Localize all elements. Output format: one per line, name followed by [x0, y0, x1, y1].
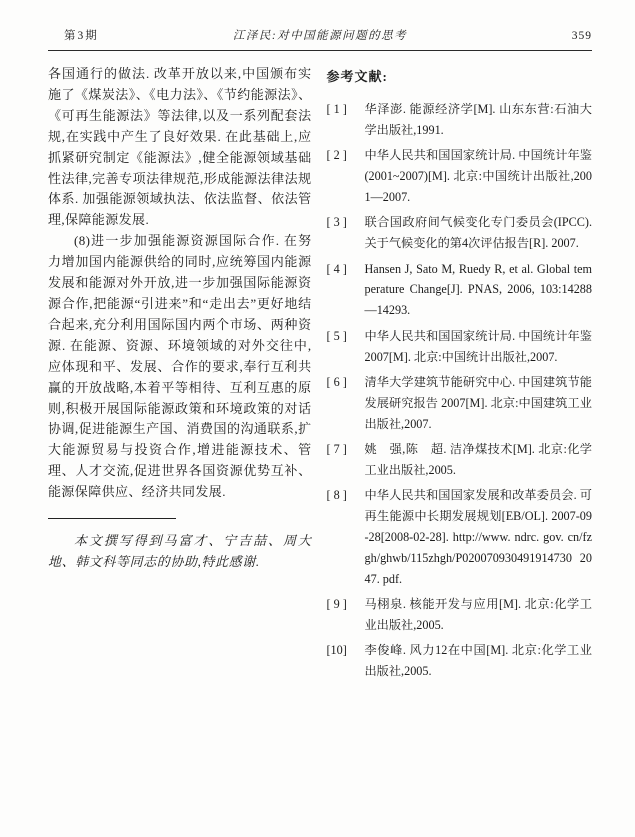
acknowledgment-note: 本文撰写得到马富才、宁吉喆、周大地、韩文科等同志的协助,特此感谢.	[48, 533, 312, 570]
issue-number: 第3期	[64, 30, 99, 42]
reference-text: 姚 强,陈 超. 洁净煤技术[M]. 北京:化学工业出版社,2005.	[364, 441, 592, 477]
acknowledgment-rule	[48, 518, 176, 519]
reference-label: [ 1 ]	[326, 102, 347, 116]
reference-label: [ 3 ]	[326, 215, 347, 230]
reference-item	[327, 372, 593, 435]
reference-label: [ 9 ]	[326, 597, 347, 612]
reference-text: 联合国政府间气候变化专门委员会(IPCC). 关于气候变化的第4次评估报告[R]. 2007.	[364, 215, 592, 251]
reference-item	[327, 259, 593, 322]
body-paragraph: 各国通行的做法. 改革开放以来,中国颁布实施了《煤炭法》、《电力法》、《节约能源法》、《可再生能源法》等法律,以及一系列配套法规,在实践中产生了良好效果. 在此基础上,应抓紧研究制定《能源法》,健全能源领域基础性法律,完善专项法律规范,形成能源法律法规体系. 加强能源领域执法、依法监督、依法管理,保障能源发展.	[48, 66, 312, 228]
right-column	[327, 64, 593, 682]
page-content	[0, 51, 635, 682]
reference-text: 华泽澎. 能源经济学[M]. 山东东营:石油大学出版社,1991.	[364, 102, 592, 137]
references-heading: 参考文献:	[326, 69, 388, 84]
reference-label: [ 8 ]	[326, 488, 347, 503]
reference-item	[327, 145, 593, 208]
reference-label: [ 4 ]	[326, 261, 347, 276]
reference-item	[327, 439, 593, 481]
reference-text: 中华人民共和国国家发展和改革委员会. 可再生能源中长期发展规划[EB/OL]. 2007-09-28[2008-02-28]. http://www. ndrc. gov. cn/fzgh/ghwb/115zhgh/P020070930491914730 2047. pdf.	[364, 488, 592, 586]
reference-item	[327, 99, 593, 141]
reference-item	[327, 485, 593, 590]
reference-label: [ 2 ]	[326, 148, 347, 163]
reference-text: 清华大学建筑节能研究中心. 中国建筑节能发展研究报告 2007[M]. 北京:中国建筑工业出版社,2007.	[364, 374, 592, 431]
references-list	[327, 99, 593, 682]
reference-item	[327, 640, 593, 682]
reference-item	[327, 212, 593, 254]
reference-text: 中华人民共和国国家统计局. 中国统计年鉴 2007[M]. 北京:中国统计出版社,2007.	[364, 328, 592, 364]
reference-text: Hansen J, Sato M, Ruedy R, et al. Global temperature Change[J]. PNAS, 2006, 103:14288—14293.	[364, 261, 592, 318]
page-header	[0, 0, 635, 50]
running-title: 江泽民:对中国能源问题的思考	[232, 30, 408, 42]
reference-text: 马栩泉. 核能开发与应用[M]. 北京:化学工业出版社,2005.	[364, 597, 592, 632]
reference-text: 中华人民共和国国家统计局. 中国统计年鉴(2001~2007)[M]. 北京:中国统计出版社,2001—2007.	[364, 148, 592, 205]
reference-text: 李俊峰. 风力12在中国[M]. 北京:化学工业出版社,2005.	[364, 643, 592, 679]
left-column	[48, 64, 312, 682]
reference-label: [ 7 ]	[326, 441, 347, 456]
reference-label: [ 5 ]	[326, 328, 347, 343]
reference-label: [10]	[326, 643, 347, 658]
reference-label: [ 6 ]	[326, 374, 347, 389]
reference-item	[327, 326, 593, 368]
body-paragraph: (8)进一步加强能源资源国际合作. 在努力增加国内能源供给的同时,应统筹国内能源发展和能源对外开放,进一步加强国际能源资源合作,把能源“引进来”和“走出去”更好地结合起来,充分利用国际国内两个市场、两种资源. 在能源、资源、环境领域的对外交往中,应体现和平、发展、合作的要求,奉行互利共赢的开放战略,本着平等相待、互利互惠的原则,积极开展国际能源政策和环境政策的对话协调,促进能源生产国、消费国的沟通联系,扩大能源贸易与投资合作,增进能源技术、管理、人才交流,促进世界各国资源优势互补、能源保障供应、经济共同发展.	[48, 233, 312, 500]
page-number: 359	[571, 30, 592, 42]
reference-item	[327, 594, 593, 636]
